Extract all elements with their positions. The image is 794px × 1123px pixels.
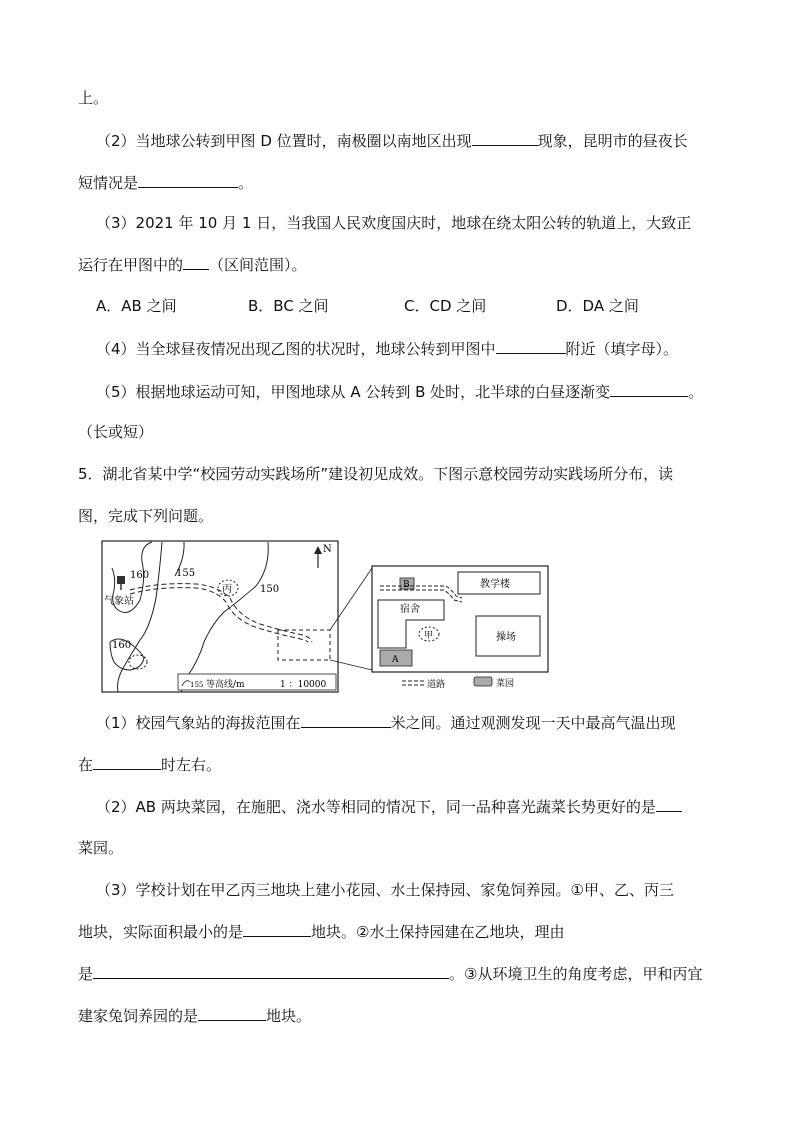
q4-continuation: 上。 [78, 89, 109, 107]
weather-station-icon [117, 576, 125, 584]
q4-part2: （2）当地球公转到甲图 D 位置时，南极圈以南地区出现 现象，昆明市的昼夜长 [96, 132, 688, 150]
campus-map-figure [100, 538, 550, 698]
answer-blank[interactable] [472, 130, 538, 146]
leader-line [330, 660, 372, 670]
option-d[interactable]: D．DA 之间 [556, 297, 639, 315]
q5-sub2: （2）AB 两块菜园，在施肥、浇水等相同的情况下，同一品种喜光蔬菜长势更好的是 [96, 796, 682, 817]
answer-blank[interactable] [183, 254, 209, 270]
answer-blank[interactable] [496, 338, 566, 354]
option-a[interactable]: A．AB 之间 [96, 297, 177, 315]
answer-blank[interactable] [243, 921, 311, 937]
contour-label-160: 160 [130, 570, 150, 581]
q4-part2-cont: 短情况是 。 [78, 174, 254, 192]
q4-part4: （4）当全球昼夜情况出现乙图的状况时，地球公转到甲图中 附近（填字母）。 [96, 340, 679, 358]
q5-stem: 5．湖北省某中学“校园劳动实践场所”建设初见成效。下图示意校园劳动实践场所分布，读 [78, 465, 674, 483]
answer-blank[interactable] [301, 712, 391, 728]
contour-line-east [182, 542, 269, 692]
scale-label: 1 ：10000 [280, 680, 327, 690]
teaching-building-label: 教学楼 [480, 579, 510, 590]
q4-part3-cont: 运行在甲图中的 （区间范围）。 [78, 256, 307, 274]
contour-label-155: 155 [176, 568, 196, 579]
q4-part5-cont: （长或短） [78, 423, 154, 441]
answer-blank[interactable] [610, 381, 688, 397]
contour-label-150: 150 [260, 584, 280, 595]
legend-contour-value: 155 [190, 681, 204, 689]
plot-bing-label: 丙 [222, 584, 232, 595]
answer-blank[interactable] [93, 754, 161, 770]
q5-sub3-cont1: 地块，实际面积最小的是 地块。②水土保持园建在乙地块，理由 [78, 923, 565, 941]
q5-sub3: （3）学校计划在甲乙丙三地块上建小花园、水土保持园、家兔饲养园。①甲、乙、丙三 [96, 881, 674, 899]
answer-blank[interactable] [656, 796, 682, 812]
garden-legend-icon [474, 677, 492, 686]
north-label: N [323, 544, 332, 555]
plot-jia-label: 甲 [424, 631, 434, 641]
answer-blank[interactable] [198, 1005, 266, 1021]
q5-sub3-cont2: 是 。③从环境卫生的角度考虑，甲和丙宜 [78, 965, 703, 983]
north-arrow-icon [314, 546, 322, 554]
q5-sub3-cont3: 建家兔饲养园的是 地块。 [78, 1007, 312, 1025]
q4-part3: （3）2021 年 10 月 1 日，当我国人民欢度国庆时，地球在绕太阳公转的轨道上，大致正 [96, 214, 692, 232]
playground-label: 操场 [496, 632, 516, 643]
q5-stem-cont: 图，完成下列问题。 [78, 507, 214, 525]
q4-options [96, 296, 639, 316]
dormitory-label: 宿舍 [400, 604, 420, 615]
garden-b-label: B [403, 580, 410, 590]
legend-road-label: 道路 [427, 680, 446, 690]
answer-blank[interactable] [138, 172, 238, 188]
legend-garden-label: 菜园 [496, 679, 515, 689]
legend-contour-label: 等高线/m [206, 680, 245, 690]
contour-label-160-south: 160 [112, 640, 132, 651]
option-b[interactable]: B．BC 之间 [248, 297, 329, 315]
garden-a-label: A [392, 655, 399, 665]
q4-part5: （5）根据地球运动可知，甲图地球从 A 公转到 B 处时，北半球的白昼逐渐变 。 [96, 383, 704, 401]
zoom-area-box [278, 630, 330, 660]
option-c[interactable]: C．CD 之间 [404, 297, 487, 315]
q5-sub1-cont: 在 时左右。 [78, 756, 222, 774]
weather-station-label: 气象站 [104, 596, 134, 607]
answer-blank[interactable] [93, 963, 449, 979]
road-line [130, 584, 312, 642]
inset-road [380, 586, 462, 598]
q5-sub1: （1）校园气象站的海拔范围在 米之间。通过观测发现一天中最高气温出现 [96, 714, 676, 732]
q5-sub2-cont: 菜园。 [78, 839, 124, 857]
leader-line [330, 568, 372, 630]
